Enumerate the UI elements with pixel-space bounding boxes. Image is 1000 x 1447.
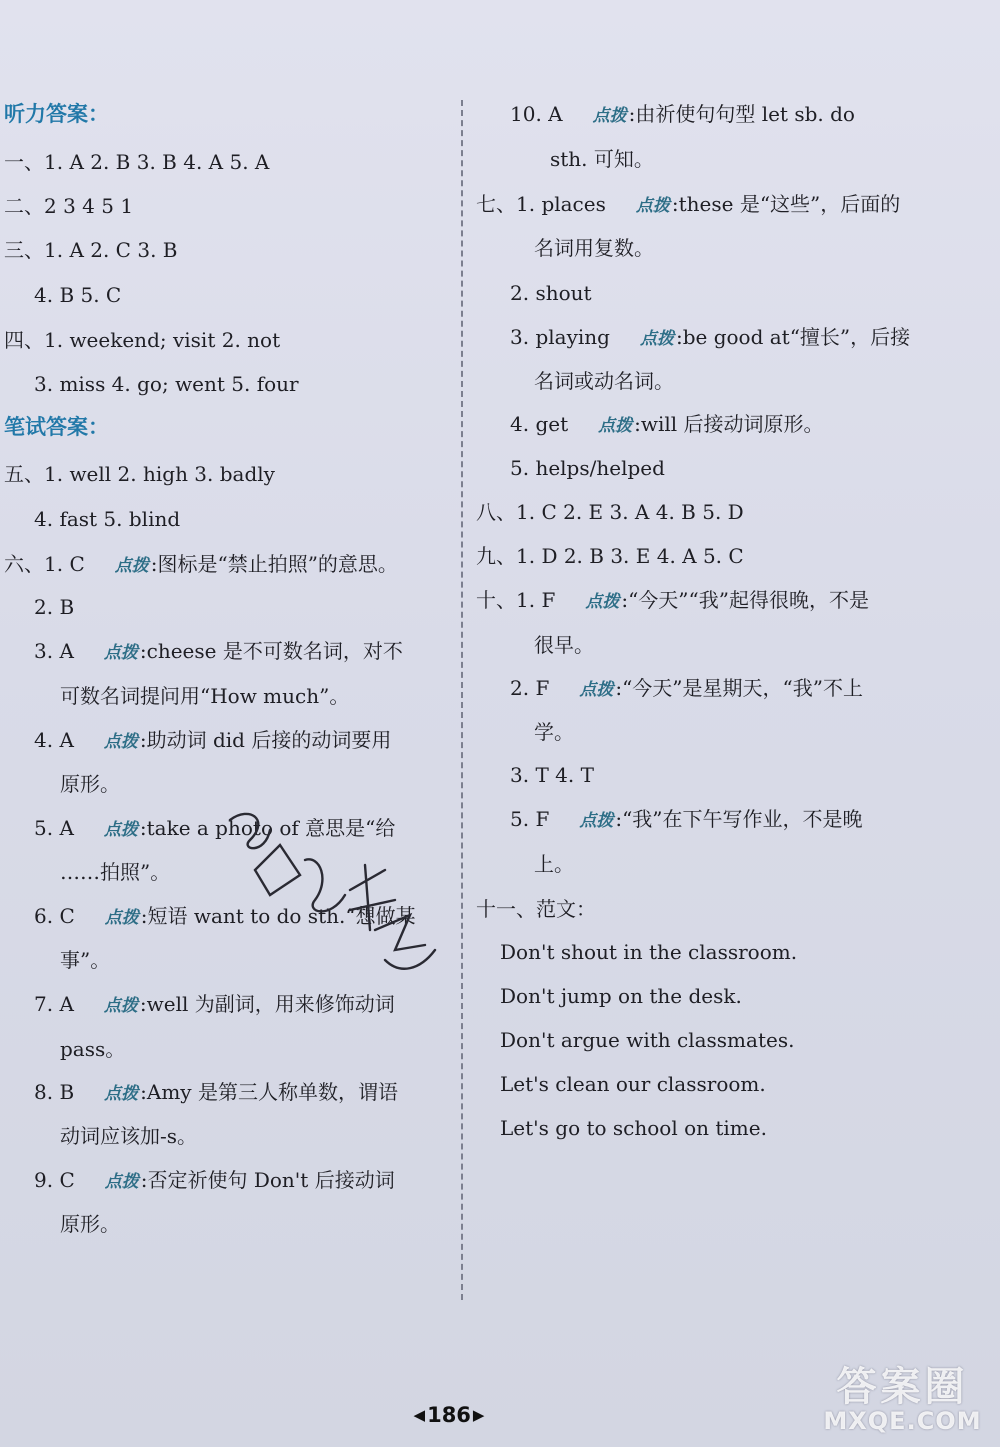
right-line: [510, 100, 855, 128]
answer-text: 很早。: [534, 633, 594, 657]
left-line: [60, 1035, 125, 1063]
left-line: [34, 1078, 398, 1106]
right-line: [500, 1026, 794, 1054]
right-line: [476, 542, 744, 570]
answer-text: Don't jump on the desk.: [500, 984, 742, 1008]
answer-text: 4. get: [510, 412, 569, 436]
right-line: [510, 674, 863, 702]
left-line: [34, 370, 299, 398]
answer-text: 2. F: [510, 676, 550, 700]
tip-label: 点拨: [579, 811, 614, 831]
right-line: [476, 190, 900, 218]
left-line: [4, 413, 109, 441]
right-line: [510, 323, 910, 351]
answer-text: :well 为副词，用来修饰动词: [139, 992, 395, 1016]
answer-text: 8. B: [34, 1080, 75, 1104]
answer-text: :these 是“这些”，后面的: [671, 192, 901, 216]
left-line: [34, 990, 395, 1018]
right-line: [534, 234, 654, 262]
answer-text: :Amy 是第三人称单数，谓语: [140, 1080, 398, 1104]
watermark-url: MXQE.COM: [823, 1407, 982, 1435]
page-prev-arrow-icon: ◀: [413, 1406, 426, 1424]
answer-text: 动词应该加-s。: [60, 1124, 198, 1148]
answer-text: sth. 可知。: [550, 147, 654, 171]
answer-text: :助动词 did 后接的动词要用: [139, 728, 392, 752]
tip-label: 点拨: [114, 556, 149, 576]
answer-text: 六、1. C: [4, 552, 85, 576]
answer-text: :“今天”是星期天，“我”不上: [615, 676, 863, 700]
tip-label: 点拨: [639, 329, 674, 349]
answer-text: 原形。: [60, 1212, 120, 1236]
answer-text: 二、2 3 4 5 1: [4, 194, 134, 218]
answer-text: 名词或动名词。: [534, 369, 674, 393]
handwriting-mark: [210, 800, 450, 990]
answer-text: 原形。: [60, 772, 120, 796]
answer-text: 三、1. A 2. C 3. B: [4, 238, 178, 262]
left-line: [4, 100, 109, 128]
answer-text: :will 后接动词原形。: [634, 412, 824, 436]
answer-text: 七、1. places: [476, 192, 606, 216]
right-line: [510, 410, 824, 438]
tip-label: 点拨: [579, 680, 614, 700]
tip-label: 点拨: [103, 643, 138, 663]
answer-text: 十、1. F: [476, 588, 556, 612]
answer-text: :take a photo of 意思是“给: [139, 816, 396, 840]
tip-label: 点拨: [103, 996, 138, 1016]
answer-text: Let's clean our classroom.: [500, 1072, 766, 1096]
left-line: [4, 326, 280, 354]
tip-label: 点拨: [103, 732, 138, 752]
answer-text: :否定祈使句 Don't 后接动词: [140, 1168, 395, 1192]
answer-text: :由祈使句句型 let sb. do: [628, 102, 855, 126]
right-line: [534, 367, 674, 395]
right-line: [500, 982, 742, 1010]
right-line: [550, 145, 654, 173]
answer-text: 可数名词提问用“How much”。: [60, 684, 350, 708]
tip-label: 点拨: [104, 1084, 139, 1104]
right-line: [500, 1070, 766, 1098]
answer-text: 名词用复数。: [534, 236, 654, 260]
tip-label: 点拨: [103, 820, 138, 840]
answer-text: 3. playing: [510, 325, 610, 349]
left-line: [34, 593, 74, 621]
answer-text: 3. T 4. T: [510, 763, 594, 787]
left-line: [60, 946, 110, 974]
answer-text: ……拍照”。: [60, 860, 171, 884]
answer-text: 4. fast 5. blind: [34, 507, 181, 531]
right-line: [476, 895, 596, 923]
answer-text: 学。: [534, 720, 574, 744]
right-line: [534, 631, 594, 659]
tip-label: 点拨: [592, 106, 627, 126]
left-line: [60, 858, 170, 886]
tip-label: 点拨: [104, 1172, 139, 1192]
answer-text: :“我”在下午写作业，不是晚: [615, 807, 863, 831]
page-number-text: 186: [427, 1403, 471, 1427]
answer-text: Let's go to school on time.: [500, 1116, 767, 1140]
right-line: [500, 1114, 767, 1142]
answer-text: 7. A: [34, 992, 74, 1016]
right-line: [510, 454, 665, 482]
right-line: [534, 850, 574, 878]
left-line: [60, 1210, 120, 1238]
answer-text: Don't argue with classmates.: [500, 1028, 795, 1052]
answer-text: 四、1. weekend; visit 2. not: [4, 328, 281, 352]
right-line: [510, 761, 594, 789]
left-line: [60, 1122, 197, 1150]
answer-text: 9. C: [34, 1168, 75, 1192]
answer-text: 九、1. D 2. B 3. E 4. A 5. C: [476, 544, 744, 568]
section-heading: 听力答案：: [4, 102, 109, 126]
tip-label: 点拨: [585, 592, 620, 612]
answer-text: 6. C: [34, 904, 75, 928]
column-divider: [461, 100, 463, 1300]
answer-text: 4. B 5. C: [34, 283, 122, 307]
right-line: [510, 805, 863, 833]
answer-text: 4. A: [34, 728, 74, 752]
left-line: [60, 770, 120, 798]
answer-text: 事”。: [60, 948, 111, 972]
answer-text: 5. F: [510, 807, 550, 831]
left-line: [34, 726, 391, 754]
answer-text: 3. A: [34, 639, 74, 663]
answer-text: :be good at“擅长”，后接: [675, 325, 911, 349]
left-line: [4, 460, 275, 488]
answer-text: 2. shout: [510, 281, 592, 305]
answer-text: 5. helps/helped: [510, 456, 665, 480]
left-line: [4, 148, 269, 176]
answer-text: :短语 want to do sth.“想做某: [140, 904, 416, 928]
answer-text: 八、1. C 2. E 3. A 4. B 5. D: [476, 500, 744, 524]
answer-text: 上。: [534, 852, 574, 876]
tip-label: 点拨: [104, 908, 139, 928]
right-line: [534, 718, 574, 746]
answer-text: 十一、范文：: [476, 897, 596, 921]
right-line: [500, 938, 797, 966]
page-number: [404, 1398, 494, 1432]
answer-text: Don't shout in the classroom.: [500, 940, 798, 964]
answer-text: :“今天”“我”起得很晚，不是: [621, 588, 869, 612]
answer-text: :图标是“禁止拍照”的意思。: [150, 552, 398, 576]
section-heading: 笔试答案：: [4, 415, 109, 439]
left-line: [34, 281, 121, 309]
answer-text: 一、1. A 2. B 3. B 4. A 5. A: [4, 150, 270, 174]
left-line: [34, 505, 180, 533]
tip-label: 点拨: [598, 416, 633, 436]
left-line: [34, 1166, 395, 1194]
right-line: [510, 279, 592, 307]
answer-text: pass。: [60, 1037, 126, 1061]
right-line: [476, 586, 869, 614]
left-line: [60, 682, 349, 710]
left-line: [4, 550, 398, 578]
watermark-text: 答案圈: [836, 1364, 969, 1410]
answer-text: :cheese 是不可数名词，对不: [139, 639, 403, 663]
left-line: [34, 637, 403, 665]
answer-text: 五、1. well 2. high 3. badly: [4, 462, 275, 486]
tip-label: 点拨: [635, 196, 670, 216]
page-next-arrow-icon: ▶: [472, 1406, 485, 1424]
answer-text: 10. A: [510, 102, 563, 126]
left-line: [4, 236, 177, 264]
answer-text: 2. B: [34, 595, 75, 619]
watermark: [810, 1355, 995, 1443]
answer-text: 3. miss 4. go; went 5. four: [34, 372, 299, 396]
left-line: [4, 192, 133, 220]
right-line: [476, 498, 744, 526]
answer-text: 5. A: [34, 816, 74, 840]
